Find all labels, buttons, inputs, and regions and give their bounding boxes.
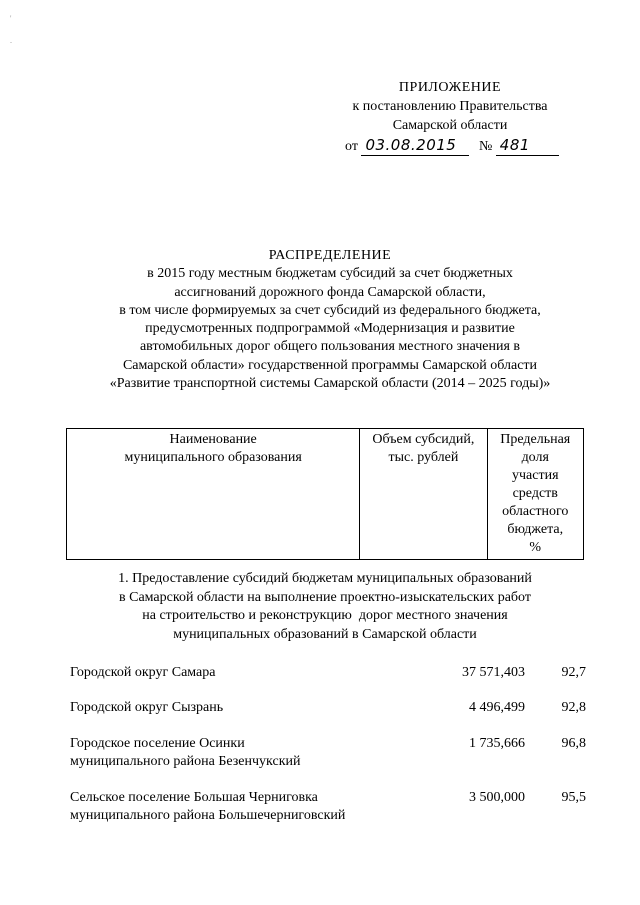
header-text: доля xyxy=(521,450,549,465)
name-line: Городской округ Сызрань xyxy=(70,700,224,715)
heading-title: РАСПРЕДЕЛЕНИЕ xyxy=(268,248,392,263)
handwritten-date: 03.08.2015 xyxy=(361,135,469,156)
header-cell-name xyxy=(67,429,360,560)
number-sign: № xyxy=(478,139,493,154)
header-text: средств xyxy=(512,486,558,501)
name-line: муниципального района Безенчукский xyxy=(70,754,301,769)
scan-mark: ' xyxy=(10,14,12,23)
header-text: участия xyxy=(511,468,559,483)
header-text: % xyxy=(529,540,542,555)
handwritten-number: 481 xyxy=(496,135,559,156)
header-text: областного xyxy=(502,504,569,519)
municipality-name xyxy=(70,789,380,825)
section-title xyxy=(66,570,584,644)
date-prefix: от xyxy=(345,139,358,154)
heading-line: в 2015 году местным бюджетам субсидий за счет бюджетных xyxy=(147,266,513,282)
subsidy-amount: 1 735,666 xyxy=(469,736,525,751)
name-line: Городское поселение Осинки xyxy=(70,736,245,751)
header-text: бюджета, xyxy=(507,522,564,537)
date-number-line xyxy=(345,135,585,157)
header-text: Наименование xyxy=(169,432,257,447)
appendix-line: к постановлению Правительства xyxy=(352,99,548,114)
share-percent: 96,8 xyxy=(561,736,586,751)
table-header xyxy=(66,428,584,560)
subsidy-amount: 3 500,000 xyxy=(469,790,525,805)
subsidy-amount: 4 496,499 xyxy=(469,700,525,715)
heading-line: «Развитие транспортной системы Самарской области (2014 – 2025 годы)» xyxy=(109,376,551,392)
share-percent: 92,7 xyxy=(561,665,586,680)
document-heading xyxy=(60,247,600,393)
municipality-name xyxy=(70,664,380,682)
heading-line: предусмотренных подпрограммой «Модернизация и развитие xyxy=(145,321,515,337)
header-cell-share xyxy=(487,429,583,560)
heading-line: ассигнований дорожного фонда Самарской области, xyxy=(174,284,486,300)
heading-line: в том числе формируемых за счет субсидий из федерального бюджета, xyxy=(119,302,541,318)
municipality-name xyxy=(70,735,380,771)
appendix-title: ПРИЛОЖЕНИЕ xyxy=(398,80,502,95)
section-line: в Самарской области на выполнение проектно-изыскательских работ xyxy=(119,589,531,605)
heading-line: автомобильных дорог общего пользования местного значения в xyxy=(139,339,521,355)
header-text: муниципального образования xyxy=(124,450,302,465)
name-line: муниципального района Большечерниговский xyxy=(70,808,346,823)
header-text: тыс. рублей xyxy=(388,450,459,465)
header-text: Предельная xyxy=(500,432,571,447)
municipality-name xyxy=(70,699,380,717)
name-line: Городской округ Самара xyxy=(70,665,216,680)
section-line: 1. Предоставление субсидий бюджетам муниципальных образований xyxy=(118,571,532,586)
share-percent: 92,8 xyxy=(561,700,586,715)
scan-mark: . xyxy=(10,36,12,45)
subsidy-amount: 37 571,403 xyxy=(462,665,525,680)
appendix-line: Самарской области xyxy=(392,118,508,133)
section-line: муниципальных образований в Самарской области xyxy=(173,626,477,642)
header-cell-amount xyxy=(360,429,487,560)
heading-line: Самарской области» государственной программы Самарской области xyxy=(122,357,538,373)
name-line: Сельское поселение Большая Черниговка xyxy=(70,790,318,805)
header-text: Объем субсидий, xyxy=(372,432,475,447)
appendix-block xyxy=(330,78,570,135)
section-line: на строительство и реконструкцию дорог местного значения xyxy=(142,608,508,623)
share-percent: 95,5 xyxy=(561,790,586,805)
